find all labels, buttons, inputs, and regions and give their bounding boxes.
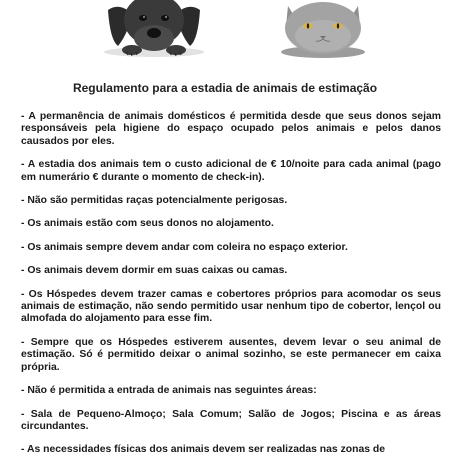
rule-item: - Não é permitida a entrada de animais nas seguintes áreas: [21,385,317,397]
dog-photo [98,0,210,58]
header-photos [0,0,450,62]
document-title: Regulamento para a estadia de animais de estimação [72,81,378,95]
rule-item: - Os Hóspedes devem trazer camas e cobertores próprios para acomodar os seus animais de estimação, não sendo permitido usar nenhum tipo de cobertor, lençol ou almofada do alojamento para esse fim. [21,288,441,325]
rule-item: - Não são permitidas raças potencialmente perigosas. [21,195,288,207]
rule-item: - Sala de Pequeno-Almoço; Sala Comum; Salão de Jogos; Piscina e as áreas circundantes. [21,408,441,432]
rules-list [21,111,441,468]
rule-item: - As necessidades físicas dos animais devem ser realizadas nas zonas de [21,444,386,456]
rule-item: - A estadia dos animais tem o custo adicional de € 10/noite para cada animal (pago em numerário € durante o momento de check-in). [21,159,441,183]
rule-item: - Os animais sempre devem andar com coleira no espaço exterior. [21,241,348,253]
rule-item: - A permanência de animais domésticos é permitida desde que seus donos sejam responsáveis pela higiene do espaço ocupado pelos animais e pelos danos causados por eles. [21,111,441,147]
rule-item: - Os animais devem dormir em suas caixas ou camas. [21,265,288,277]
rule-item: - Sempre que os Hóspedes estiverem ausentes, devem levar o seu animal de estimação. Só é permitido deixar o animal sozinho, se este permanecer em caixa própria. [21,336,441,373]
cat-photo [268,0,378,58]
rule-item: - Os animais estão com seus donos no alojamento. [21,218,274,230]
